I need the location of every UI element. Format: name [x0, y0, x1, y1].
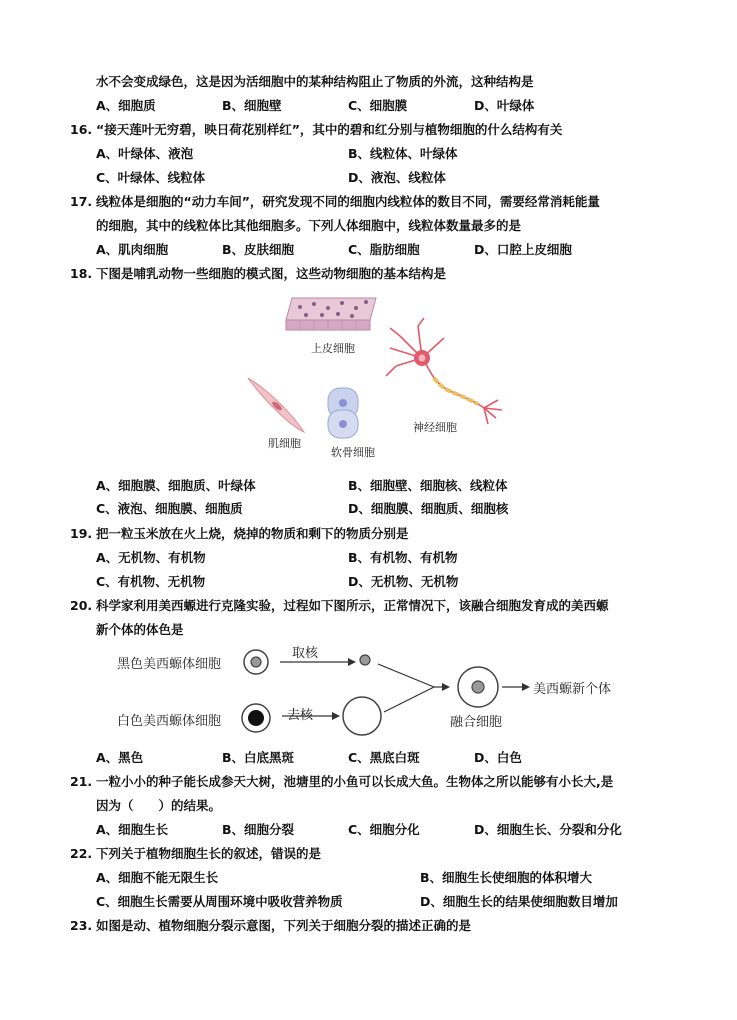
q22-number: 22. — [70, 846, 93, 861]
q17-stem-line1: 线粒体是细胞的“动力车间”，研究发现不同的细胞内线粒体的数目不同，需要经常消耗能量 — [96, 194, 600, 209]
q17-stem-line2: 的细胞，其中的线粒体比其他细胞多。下列人体细胞中，线粒体数量最多的是 — [96, 218, 522, 233]
q21-option-c[interactable]: C、细胞分化 — [348, 822, 420, 837]
fused-cell-icon — [458, 667, 498, 707]
black-cell-icon — [244, 650, 268, 674]
q17-number: 17. — [70, 194, 93, 209]
q22-option-c[interactable]: C、细胞生长需要从周围环境中吸收营养物质 — [96, 894, 343, 909]
q20-option-d[interactable]: D、白色 — [474, 750, 522, 765]
label-nerve-cell: 神经细胞 — [413, 421, 457, 434]
q18-option-b[interactable]: B、细胞壁、细胞核、线粒体 — [348, 478, 508, 493]
label-take-nucleus: 取核 — [292, 646, 319, 661]
q23-number: 23. — [70, 918, 93, 933]
q15-option-d[interactable]: D、叶绿体 — [474, 98, 535, 113]
q19-option-b[interactable]: B、有机物、有机物 — [348, 550, 458, 565]
epithelial-cell-illustration — [286, 298, 376, 330]
q21-stem-line1: 一粒小小的种子能长成参天大树，池塘里的小鱼可以长成大鱼。生物体之所以能够有小长大,是 — [96, 774, 614, 789]
label-remove-nucleus: 去核 — [287, 708, 314, 723]
q15-option-c[interactable]: C、细胞膜 — [348, 98, 408, 113]
q22-option-d[interactable]: D、细胞生长的结果使细胞数目增加 — [420, 894, 618, 909]
q19-option-c[interactable]: C、有机物、无机物 — [96, 574, 206, 589]
q18-option-c[interactable]: C、液泡、细胞膜、细胞质 — [96, 501, 243, 516]
q19-option-a[interactable]: A、无机物、有机物 — [96, 550, 206, 565]
q15-option-b[interactable]: B、细胞壁 — [222, 98, 282, 113]
label-fused-cell: 融合细胞 — [450, 715, 503, 730]
label-epithelial-cell: 上皮细胞 — [311, 342, 355, 355]
q21-option-a[interactable]: A、细胞生长 — [96, 822, 169, 837]
nerve-cell-illustration — [386, 318, 502, 424]
q20-stem-line1: 科学家利用美西螈进行克隆实验，过程如下图所示，正常情况下，该融合细胞发育成的美西螈 — [96, 598, 609, 613]
q16-option-d[interactable]: D、液泡、线粒体 — [348, 170, 446, 185]
q18-option-a[interactable]: A、细胞膜、细胞质、叶绿体 — [96, 478, 256, 493]
q22-option-a[interactable]: A、细胞不能无限生长 — [96, 870, 219, 885]
nucleus-icon — [360, 655, 370, 665]
q16-number: 16. — [70, 122, 93, 137]
q15-stem: 水不会变成绿色，这是因为活细胞中的某种结构阻止了物质的外流，这种结构是 — [96, 74, 534, 89]
q19-option-d[interactable]: D、无机物、无机物 — [348, 574, 459, 589]
muscle-cell-illustration — [248, 378, 304, 432]
q18-stem: 下图是哺乳动物一些细胞的模式图，这些动物细胞的基本结构是 — [96, 266, 447, 281]
q21-number: 21. — [70, 774, 93, 789]
q17-option-d[interactable]: D、口腔上皮细胞 — [474, 242, 572, 257]
q20-number: 20. — [70, 598, 93, 613]
q22-option-b[interactable]: B、细胞生长使细胞的体积增大 — [420, 870, 593, 885]
q16-option-c[interactable]: C、叶绿体、线粒体 — [96, 170, 206, 185]
q20-option-a[interactable]: A、黑色 — [96, 750, 144, 765]
label-cartilage-cell: 软骨细胞 — [331, 446, 375, 459]
q17-option-a[interactable]: A、肌肉细胞 — [96, 242, 169, 257]
q21-option-d[interactable]: D、细胞生长、分裂和分化 — [474, 822, 622, 837]
q21-option-b[interactable]: B、细胞分裂 — [222, 822, 295, 837]
q23-stem: 如图是动、植物细胞分裂示意图，下列关于细胞分裂的描述正确的是 — [96, 918, 472, 933]
label-white-cell: 白色美西螈体细胞 — [117, 714, 222, 729]
q18-number: 18. — [70, 266, 93, 281]
white-cell-icon — [242, 704, 270, 732]
enucleated-cell-icon — [343, 697, 381, 735]
q20-option-c[interactable]: C、黑底白斑 — [348, 750, 420, 765]
cartilage-cell-illustration — [328, 388, 358, 438]
q20-option-b[interactable]: B、白底黑斑 — [222, 750, 295, 765]
q19-stem: 把一粒玉米放在火上烧，烧掉的物质和剩下的物质分别是 — [96, 526, 409, 541]
q19-number: 19. — [70, 526, 93, 541]
label-new-individual: 美西螈新个体 — [533, 682, 612, 697]
q15-option-a[interactable]: A、细胞质 — [96, 98, 156, 113]
merge-lines — [378, 664, 450, 712]
q17-option-b[interactable]: B、皮肤细胞 — [222, 242, 295, 257]
q16-stem: “接天莲叶无穷碧，映日荷花别样红”，其中的碧和红分别与植物细胞的什么结构有关 — [96, 122, 563, 137]
q17-option-c[interactable]: C、脂肪细胞 — [348, 242, 420, 257]
q22-stem: 下列关于植物细胞生长的叙述，错误的是 — [96, 846, 322, 861]
develop-arrow — [502, 683, 530, 691]
q21-stem-line2: 因为（ ）的结果。 — [96, 798, 222, 813]
label-muscle-cell: 肌细胞 — [268, 437, 301, 450]
q18-option-d[interactable]: D、细胞膜、细胞质、细胞核 — [348, 501, 509, 516]
label-black-cell: 黑色美西螈体细胞 — [117, 657, 222, 672]
q16-option-a[interactable]: A、叶绿体、液泡 — [96, 146, 194, 161]
q20-stem-line2: 新个体的体色是 — [96, 622, 184, 637]
q16-option-b[interactable]: B、线粒体、叶绿体 — [348, 146, 458, 161]
